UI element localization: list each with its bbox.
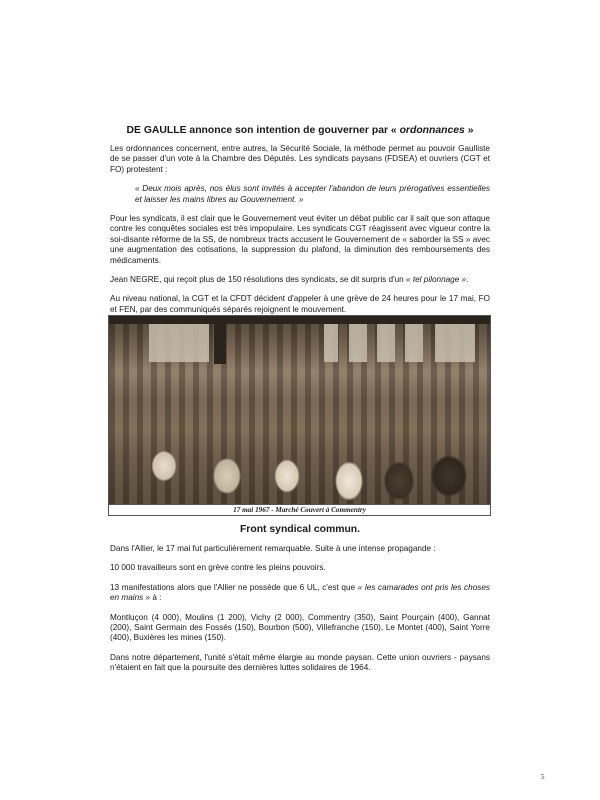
upper-section: [110, 124, 490, 315]
section-title: [110, 124, 490, 137]
page-number: 5: [541, 773, 545, 781]
paragraph-syndicats: Pour les syndicats, il est clair que le Gouvernement veut éviter un débat public car il sait que son attaque contre les conquêtes sociales est très impopulaire. Les syndicats CGT réagissent avec vigueur contre la soi-disante réforme de la SS, de nombreux tracts accusent le Gouvernement de « saborder la SS » avec une augmentation des cotisations, la suppression du plafond, la diminution des remboursements des médicaments.: [110, 214, 490, 265]
paragraph-paysans: Dans notre département, l'unité s'était même élargie au monde paysan. Cette union ouvriers - paysans n'étaient en fait que la poursuite des dernières luttes solidaires de 1964.: [110, 652, 490, 673]
manifestations-end: à :: [150, 593, 162, 603]
paragraph-national: Au niveau national, la CGT et la CFDT décident d'appeler à une grève de 24 heures pour le 17 mai, FO et FEN, par des communiqués séparés rejoignent le mouvement.: [110, 294, 490, 314]
paragraph-manifestations: [110, 583, 490, 604]
negre-italic: « tel pilonnage »: [406, 275, 467, 285]
paragraph-travailleurs: 10 000 travailleurs sont en grève contre les pleins pouvoirs.: [110, 563, 326, 573]
photo-figure: [108, 315, 491, 516]
title-end: »: [464, 125, 474, 136]
photo-caption: 17 mai 1967 - Marché Couvert à Commentry: [109, 504, 490, 515]
lower-section: [110, 523, 490, 674]
title-italic: ordonnances: [399, 125, 465, 136]
crowd-photo: [109, 316, 490, 504]
paragraph-villes: Montluçon (4 000), Moulins (1 200), Vichy (2 000), Commentry (350), Saint Pourçain (400), Gannat (200), Saint Germain des Fossés (150), Bourbon (500), Villefranche (150), Le Montet (400), Saint Yorre (400), Buxières les mines (150).: [110, 612, 490, 643]
quote-block: « Deux mois après, nos élus sont invités à accepter l'abandon de leurs prérogatives essentielles et laisser les mains libres au Gouvernement. »: [135, 184, 490, 204]
paragraph-allier: Dans l'Allier, le 17 mai fut particulièrement remarquable. Suite à une intense propagande :: [110, 544, 436, 553]
manifestations-italic: « les camarades ont pris les choses en mains »: [110, 582, 490, 603]
negre-text: Jean NEGRE, qui reçoit plus de 150 résolutions des syndicats, se dit surpris d'un: [110, 275, 407, 285]
manifestations-text: 13 manifestations alors que l'Allier ne possède que 6 UL, c'est que: [110, 582, 358, 592]
paragraph-ordonnances: Les ordonnances concernent, entre autres, la Sécurité Sociale, la méthode permet au pouvoir Gaulliste de se passer d'un vote à la Chambre des Députés. Les syndicats paysans (FDSEA) et ouvriers (CGT et FO) protestent :: [110, 144, 490, 174]
negre-end: .: [466, 275, 469, 285]
title-text: DE GAULLE annonce son intention de gouverner par «: [126, 125, 400, 136]
paragraph-negre: [110, 275, 490, 285]
section-subtitle: Front syndical commun.: [239, 524, 361, 535]
